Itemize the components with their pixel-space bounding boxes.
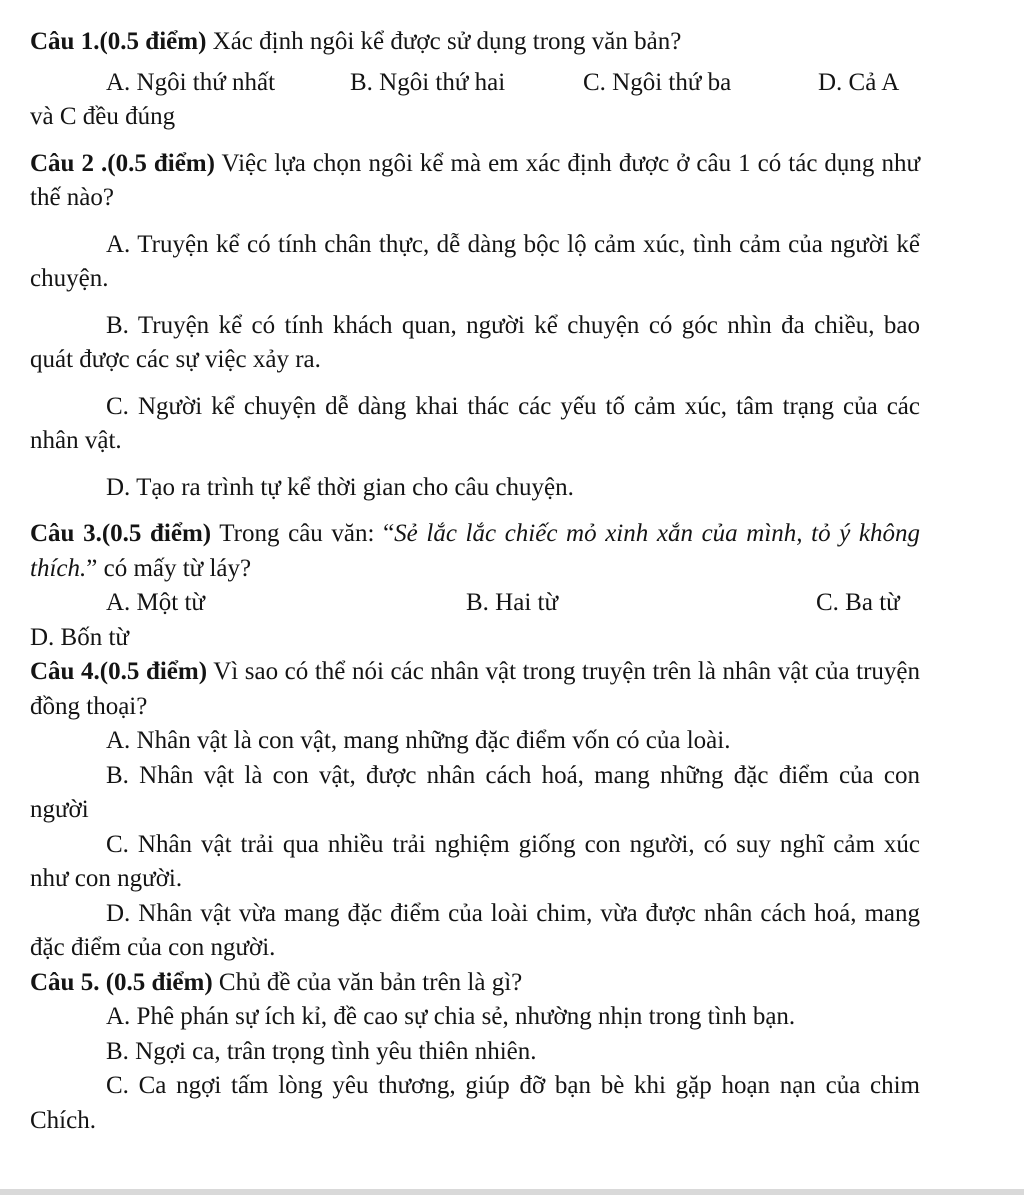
question-3-label: Câu 3. xyxy=(30,520,102,547)
question-3-option-c: C. Ba từ xyxy=(816,589,900,616)
question-3-option-b: B. Hai từ xyxy=(466,589,559,616)
question-3-text-after: ” có mấy từ láy? xyxy=(86,554,252,582)
question-4-option-b: B. Nhân vật là con vật, được nhân cách hoá, mang những đặc điểm của con người xyxy=(30,761,920,823)
question-5-option-a: A. Phê phán sự ích kỉ, đề cao sự chia sẻ, nhường nhịn trong tình bạn. xyxy=(106,1003,796,1030)
question-1-text: Xác định ngôi kể được sử dụng trong văn bản? xyxy=(206,28,682,55)
question-2-option-c: C. Người kể chuyện dễ dàng khai thác các yếu tố cảm xúc, tâm trạng của các nhân vật. xyxy=(30,392,920,454)
question-2-label: Câu 2 xyxy=(30,149,94,177)
question-3-options-row xyxy=(30,586,920,621)
question-4-points: (0.5 điểm) xyxy=(99,658,208,685)
question-5-text: Chủ đề của văn bản trên là gì? xyxy=(212,968,523,996)
question-5-label: Câu 5 xyxy=(30,968,94,996)
question-3-option-a: A. Một từ xyxy=(106,589,205,616)
question-1-option-c: C. Ngôi thứ ba xyxy=(583,68,732,96)
question-2-text: Việc lựa chọn ngôi kể mà em xác định được ở câu 1 có tác dụng như thế nào? xyxy=(30,149,920,211)
question-1-option-d-continued: và C đều đúng xyxy=(30,103,176,130)
question-2 xyxy=(30,147,920,216)
question-4 xyxy=(30,655,920,724)
question-3-quote: Sẻ lắc lắc chiếc mỏ xinh xắn của mình, tỏ ý không thích. xyxy=(30,520,920,582)
question-1-option-a: A. Ngôi thứ nhất xyxy=(106,68,276,96)
question-1-points: (0.5 điểm) xyxy=(99,28,207,55)
question-1-options-row xyxy=(30,66,920,101)
question-4-option-d: D. Nhân vật vừa mang đặc điểm của loài chim, vừa được nhân cách hoá, mang đặc điểm của con người. xyxy=(30,899,920,961)
question-2-option-d: D. Tạo ra trình tự kể thời gian cho câu chuyện. xyxy=(106,473,574,501)
question-4-option-a: A. Nhân vật là con vật, mang những đặc điểm vốn có của loài. xyxy=(106,727,731,754)
question-4-label: Câu 4. xyxy=(30,658,100,685)
question-1-option-d: D. Cả A xyxy=(818,68,900,96)
question-3-text-before: Trong câu văn: “ xyxy=(211,520,395,547)
question-3 xyxy=(30,517,920,586)
question-4-option-c: C. Nhân vật trải qua nhiều trải nghiệm giống con người, có suy nghĩ cảm xúc như con người. xyxy=(30,830,920,892)
question-2-points: .(0.5 điểm) xyxy=(93,149,215,177)
question-1 xyxy=(30,25,920,60)
question-3-option-d: D. Bốn từ xyxy=(30,623,129,651)
question-1-option-b: B. Ngôi thứ hai xyxy=(350,68,506,96)
question-5-option-b: B. Ngợi ca, trân trọng tình yêu thiên nhiên. xyxy=(106,1037,537,1065)
question-2-option-a: A. Truyện kể có tính chân thực, dễ dàng bộc lộ cảm xúc, tình cảm của người kể chuyện. xyxy=(30,230,920,292)
question-5 xyxy=(30,966,920,1001)
bottom-divider xyxy=(0,1189,1024,1195)
question-2-option-b: B. Truyện kể có tính khách quan, người kể chuyện có góc nhìn đa chiều, bao quát được các sự việc xảy ra. xyxy=(30,311,920,373)
question-5-option-c: C. Ca ngợi tấm lòng yêu thương, giúp đỡ bạn bè khi gặp hoạn nạn của chim Chích. xyxy=(30,1072,920,1134)
question-4-text: Vì sao có thể nói các nhân vật trong truyện trên là nhân vật của truyện đồng thoại? xyxy=(30,658,920,720)
question-1-label: Câu 1. xyxy=(30,28,100,55)
quiz-content xyxy=(30,25,920,1138)
question-5-points: . (0.5 điểm) xyxy=(93,968,213,996)
question-3-points: (0.5 điểm) xyxy=(101,520,212,547)
